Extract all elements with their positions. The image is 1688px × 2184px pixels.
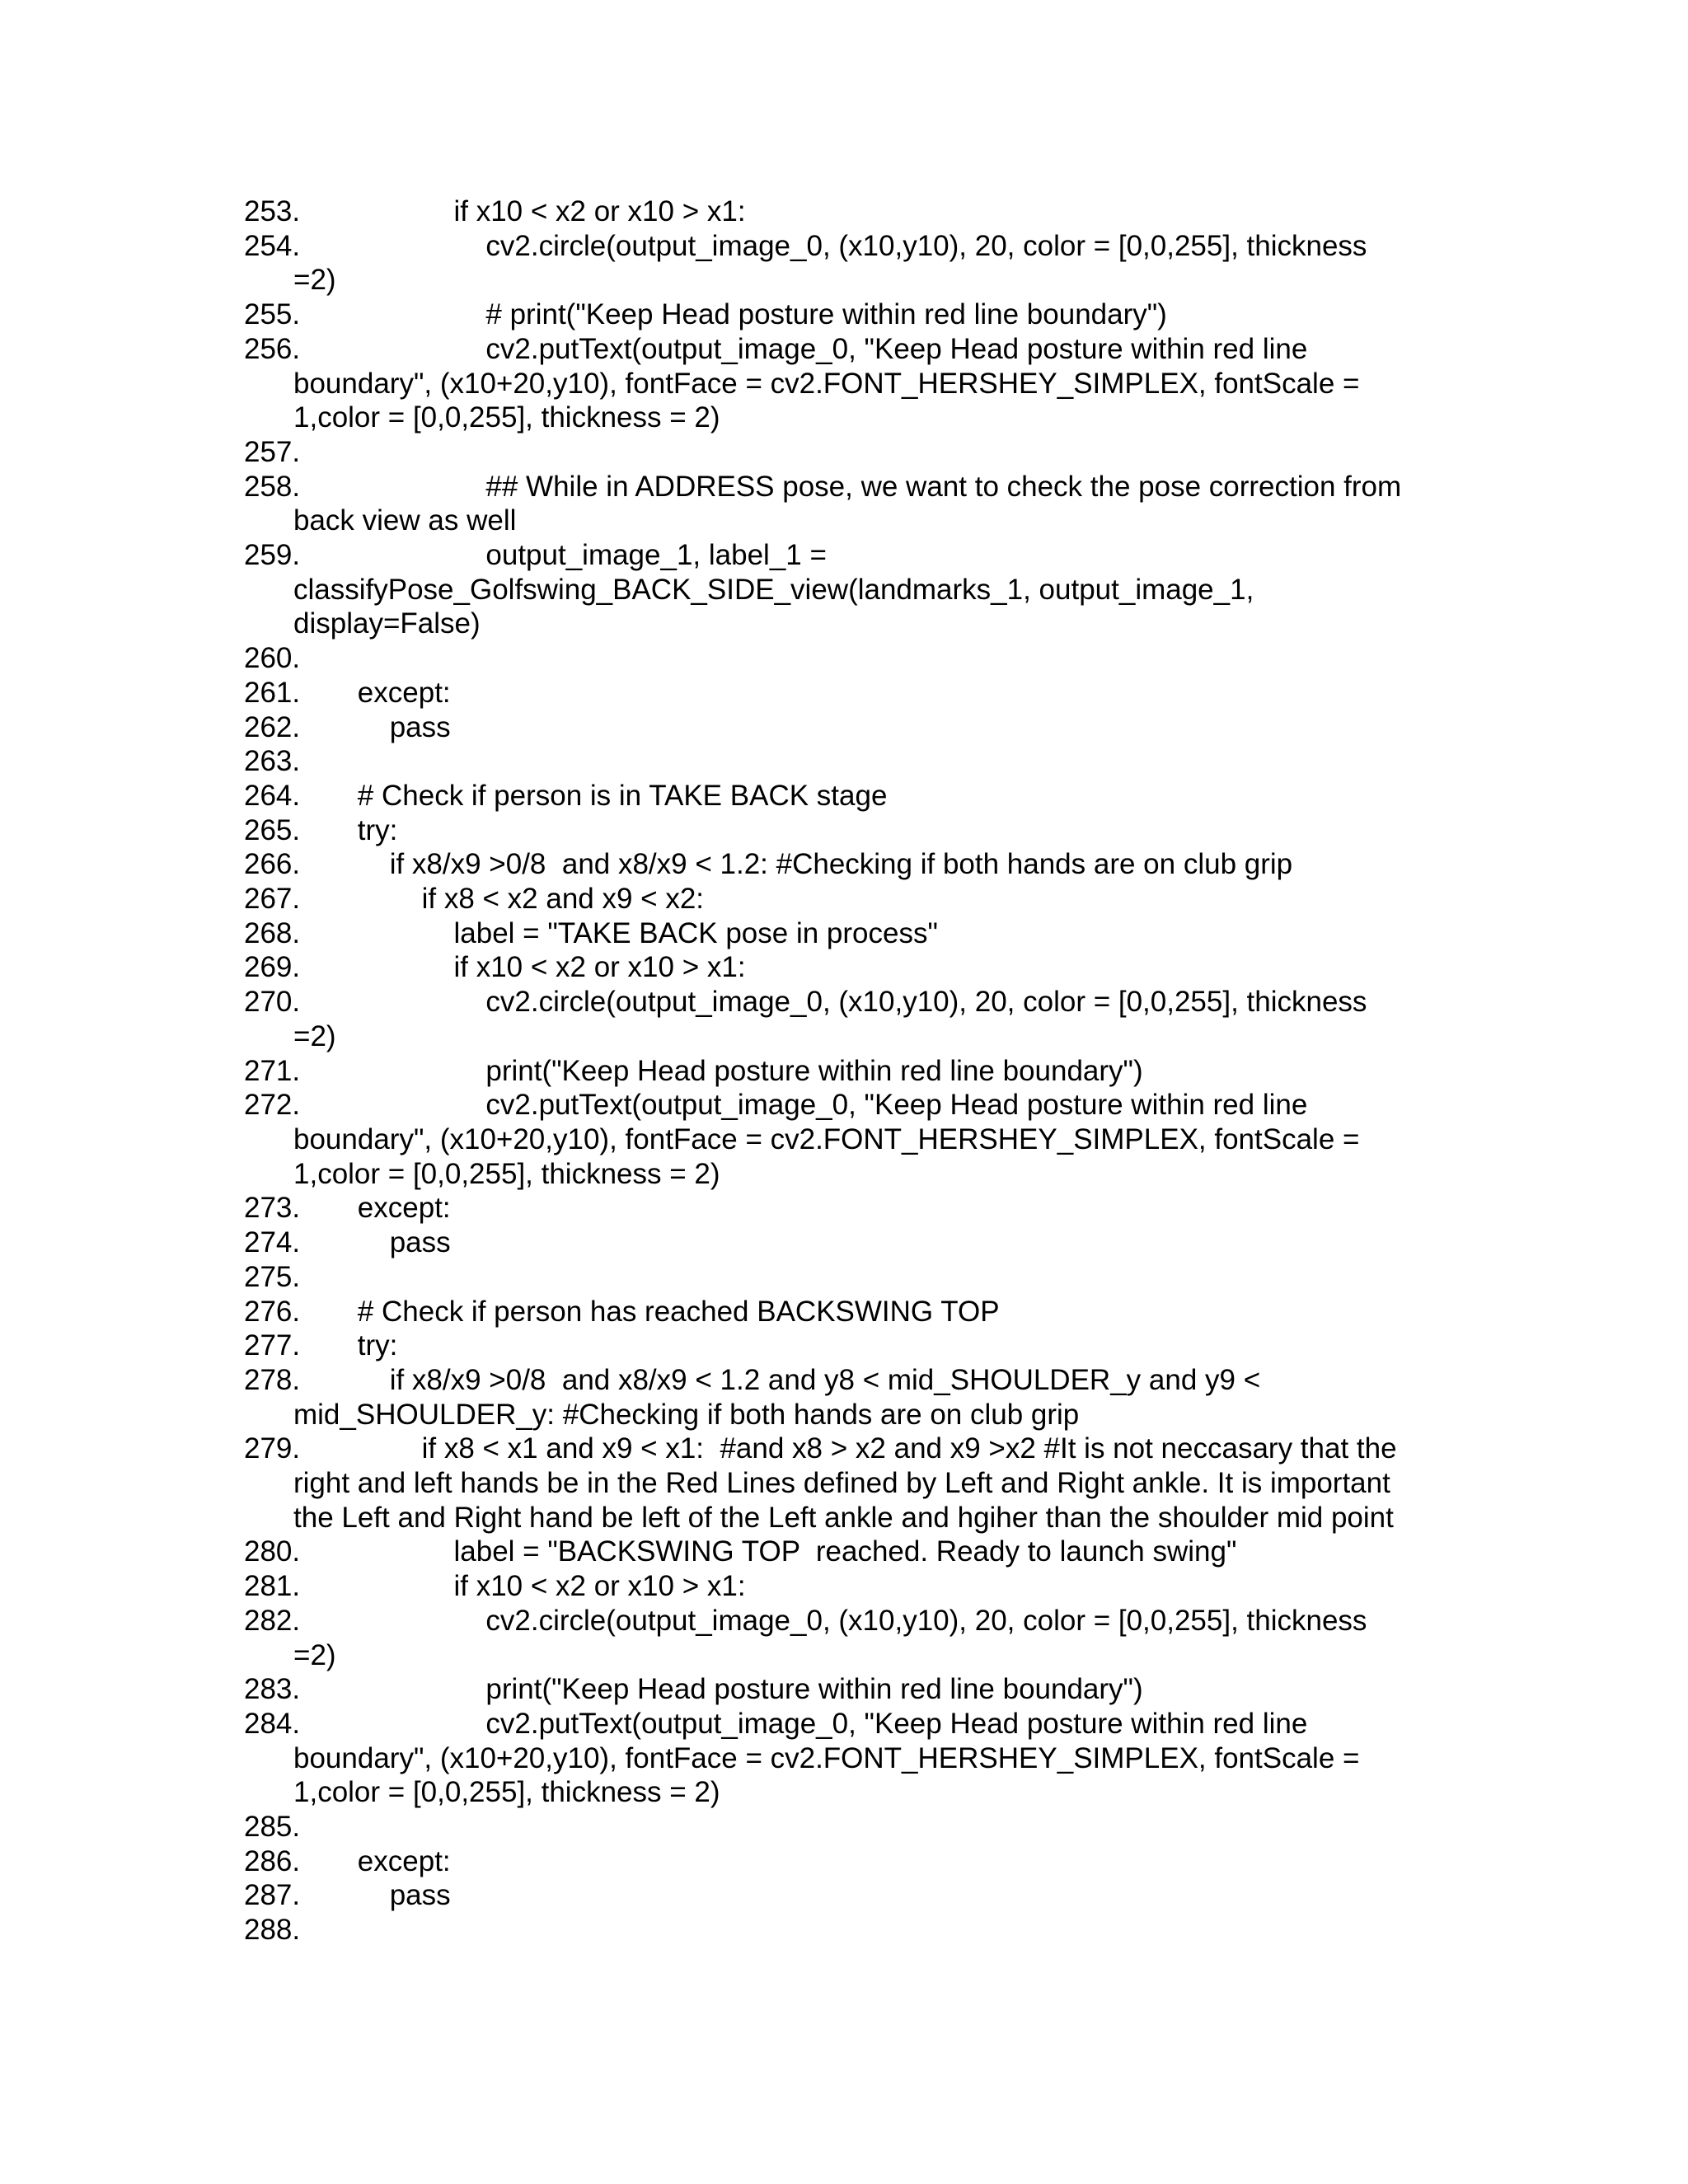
- line-number: 282.: [244, 1604, 301, 1637]
- line-text: # Check if person has reached BACKSWING TOP: [293, 1295, 1000, 1328]
- line-number: 284.: [244, 1707, 301, 1740]
- line-text: cv2.putText(output_image_0, "Keep Head posture within red line boundary", (x10+20,y10), fontFace = cv2.FONT_HERSHEY_SIMPLEX, fontScale = 1,color = [0,0,255], thickness = 2): [293, 1089, 1360, 1190]
- code-line: [244, 779, 1480, 813]
- code-line: [244, 470, 1480, 538]
- line-number: 283.: [244, 1673, 301, 1706]
- line-text: cv2.putText(output_image_0, "Keep Head posture within red line boundary", (x10+20,y10), fontFace = cv2.FONT_HERSHEY_SIMPLEX, fontScale = 1,color = [0,0,255], thickness = 2): [293, 332, 1360, 434]
- line-number: 280.: [244, 1535, 301, 1568]
- line-number: 258.: [244, 470, 301, 503]
- line-text: if x8 < x1 and x9 < x1: #and x8 > x2 and x9 >x2 #It is not neccasary that the right and left hands be in the Red Lines defined by Left and Right ankle. It is important the Left and Right hand be left of the Left ankle and hgiher than the shoulder mid point: [293, 1432, 1397, 1534]
- line-number: 285.: [244, 1811, 301, 1844]
- line-text: # Check if person is in TAKE BACK stage: [293, 779, 888, 812]
- line-text: if x8/x9 >0/8 and x8/x9 < 1.2: #Checking if both hands are on club grip: [293, 848, 1293, 881]
- line-text: cv2.circle(output_image_0, (x10,y10), 20, color = [0,0,255], thickness =2): [293, 1604, 1367, 1671]
- line-number: 288.: [244, 1914, 301, 1947]
- line-text: if x10 < x2 or x10 > x1:: [293, 195, 746, 227]
- line-number: 287.: [244, 1879, 301, 1912]
- line-text: [293, 641, 1480, 676]
- line-number: 267.: [244, 883, 301, 916]
- code-line: [244, 1191, 1480, 1226]
- code-listing: [244, 194, 1480, 1947]
- code-line: [244, 1672, 1480, 1707]
- line-text: [293, 1810, 1480, 1844]
- code-line: [244, 744, 1480, 779]
- code-line: [244, 676, 1480, 710]
- line-number: 260.: [244, 642, 301, 675]
- line-text: output_image_1, label_1 = classifyPose_Golfswing_BACK_SIDE_view(landmarks_1, output_image_1, display=False): [293, 539, 1254, 640]
- line-text: cv2.putText(output_image_0, "Keep Head posture within red line boundary", (x10+20,y10), fontFace = cv2.FONT_HERSHEY_SIMPLEX, fontScale = 1,color = [0,0,255], thickness = 2): [293, 1707, 1360, 1809]
- code-line: [244, 710, 1480, 745]
- line-text: cv2.circle(output_image_0, (x10,y10), 20, color = [0,0,255], thickness =2): [293, 986, 1367, 1052]
- code-line: [244, 882, 1480, 916]
- line-number: 278.: [244, 1363, 301, 1396]
- code-line: [244, 1329, 1480, 1363]
- code-line: [244, 332, 1480, 435]
- code-line: [244, 194, 1480, 229]
- code-line: [244, 847, 1480, 882]
- line-number: 268.: [244, 916, 301, 949]
- line-number: 270.: [244, 986, 301, 1019]
- line-text: pass: [293, 1879, 451, 1912]
- line-number: 264.: [244, 779, 301, 812]
- line-text: print("Keep Head posture within red line boundary"): [293, 1673, 1143, 1706]
- code-line: [244, 1363, 1480, 1432]
- line-number: 253.: [244, 195, 301, 227]
- line-number: 275.: [244, 1260, 301, 1293]
- line-text: except:: [293, 1844, 451, 1877]
- line-number: 286.: [244, 1844, 301, 1877]
- line-text: except:: [293, 676, 451, 709]
- line-number: 272.: [244, 1089, 301, 1122]
- line-number: 276.: [244, 1295, 301, 1328]
- code-line: [244, 538, 1480, 641]
- line-text: if x10 < x2 or x10 > x1:: [293, 1570, 746, 1603]
- line-text: [293, 1260, 1480, 1295]
- code-line: [244, 1878, 1480, 1913]
- line-text: if x10 < x2 or x10 > x1:: [293, 951, 746, 984]
- code-line: [244, 1260, 1480, 1295]
- line-number: 259.: [244, 539, 301, 572]
- line-text: pass: [293, 1226, 451, 1259]
- line-text: [293, 1913, 1480, 1947]
- code-line: [244, 1088, 1480, 1191]
- line-number: 254.: [244, 229, 301, 262]
- code-line: [244, 1810, 1480, 1844]
- code-line: [244, 1604, 1480, 1672]
- line-number: 279.: [244, 1432, 301, 1465]
- line-number: 277.: [244, 1329, 301, 1362]
- line-text: pass: [293, 710, 451, 743]
- line-text: cv2.circle(output_image_0, (x10,y10), 20, color = [0,0,255], thickness =2): [293, 229, 1367, 297]
- code-line: [244, 1707, 1480, 1810]
- code-line: [244, 813, 1480, 848]
- line-text: [293, 435, 1480, 470]
- line-number: 255.: [244, 298, 301, 331]
- line-number: 274.: [244, 1226, 301, 1259]
- line-text: except:: [293, 1192, 451, 1225]
- code-line: [244, 641, 1480, 676]
- code-line: [244, 1569, 1480, 1604]
- line-text: # print("Keep Head posture within red line boundary"): [293, 298, 1167, 331]
- code-line: [244, 1535, 1480, 1569]
- line-text: if x8/x9 >0/8 and x8/x9 < 1.2 and y8 < mid_SHOULDER_y and y9 < mid_SHOULDER_y: #Checking if both hands are on club grip: [293, 1363, 1261, 1431]
- line-number: 266.: [244, 848, 301, 881]
- line-text: label = "TAKE BACK pose in process": [293, 916, 938, 949]
- line-number: 281.: [244, 1570, 301, 1603]
- line-number: 263.: [244, 745, 301, 778]
- line-text: try:: [293, 813, 398, 846]
- line-number: 262.: [244, 710, 301, 743]
- code-line: [244, 1844, 1480, 1879]
- line-text: if x8 < x2 and x9 < x2:: [293, 883, 705, 916]
- line-number: 269.: [244, 951, 301, 984]
- code-line: [244, 950, 1480, 985]
- line-text: ## While in ADDRESS pose, we want to check the pose correction from back view as well: [293, 470, 1402, 537]
- code-line: [244, 985, 1480, 1053]
- code-line: [244, 1054, 1480, 1089]
- line-number: 256.: [244, 332, 301, 365]
- code-line: [244, 1432, 1480, 1535]
- code-line: [244, 916, 1480, 951]
- code-line: [244, 229, 1480, 298]
- line-text: label = "BACKSWING TOP reached. Ready to launch swing": [293, 1535, 1237, 1568]
- line-number: 265.: [244, 813, 301, 846]
- line-number: 257.: [244, 435, 301, 468]
- line-number: 273.: [244, 1192, 301, 1225]
- line-number: 261.: [244, 676, 301, 709]
- code-line: [244, 1226, 1480, 1260]
- line-number: 271.: [244, 1054, 301, 1087]
- code-line: [244, 1913, 1480, 1947]
- line-text: [293, 744, 1480, 779]
- code-line: [244, 435, 1480, 470]
- code-line: [244, 1295, 1480, 1329]
- line-text: try:: [293, 1329, 398, 1362]
- line-text: print("Keep Head posture within red line boundary"): [293, 1054, 1143, 1087]
- code-line: [244, 298, 1480, 332]
